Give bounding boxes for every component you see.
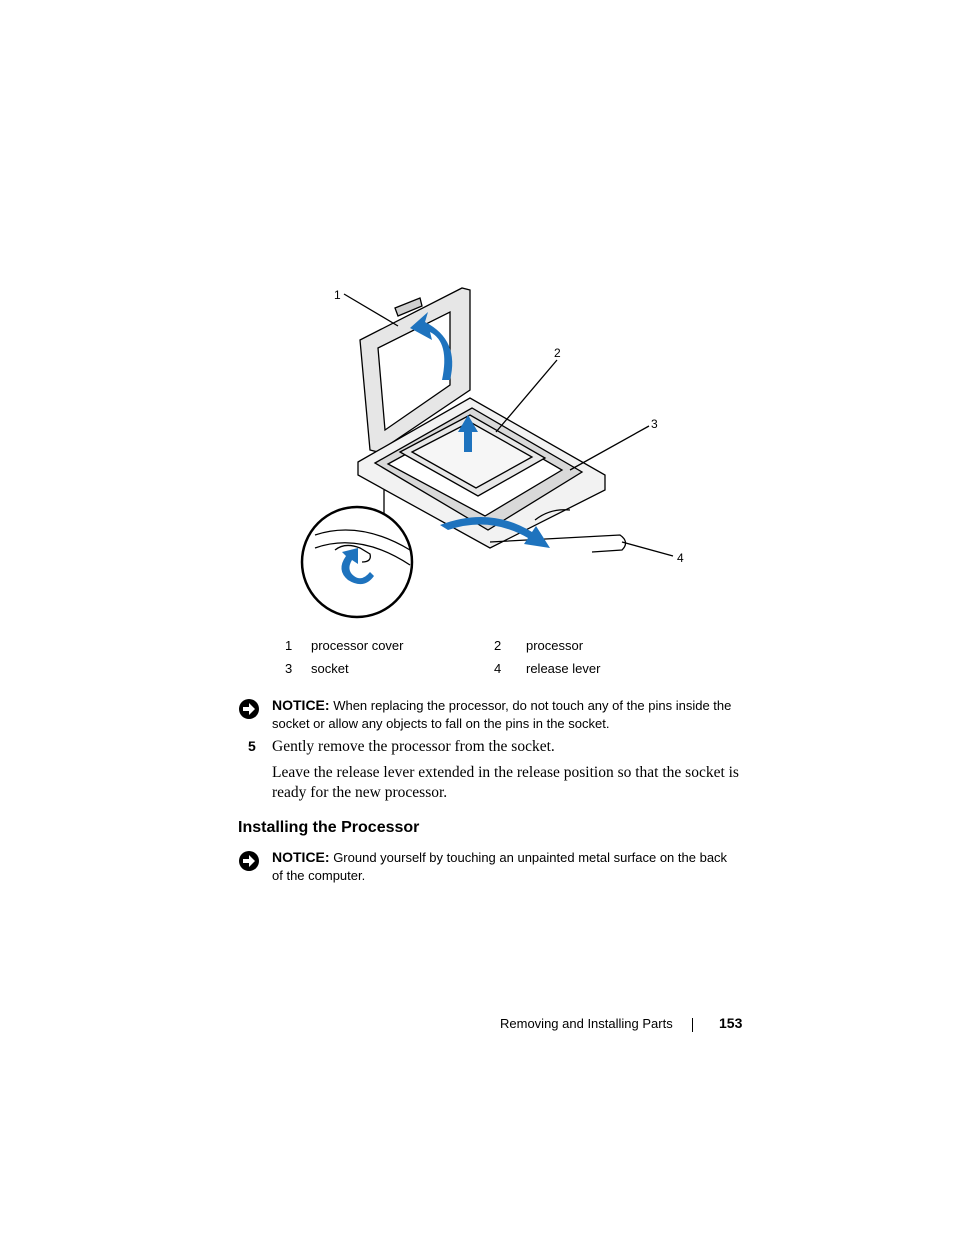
notice-text [272, 697, 738, 732]
legend-label: processor [526, 638, 584, 653]
legend-row [280, 661, 740, 684]
notice-text [272, 849, 738, 884]
callout-2: 2 [554, 346, 561, 360]
step-text: Gently remove the processor from the socket. [272, 738, 555, 755]
processor-socket-figure [300, 280, 700, 625]
section-heading: Installing the Processor [238, 819, 420, 836]
step-number: 5 [248, 738, 256, 754]
footer-divider [692, 1018, 693, 1032]
legend-label: release lever [526, 661, 601, 676]
legend-row [280, 638, 740, 661]
page-number: 153 [719, 1015, 743, 1031]
legend-label: processor cover [311, 638, 404, 653]
legend-number: 2 [494, 638, 502, 653]
legend-label: socket [311, 661, 349, 676]
step-paragraph: Leave the release lever extended in the release position so that the socket is ready for the new processor. [272, 764, 739, 801]
notice-label: NOTICE: [272, 849, 330, 865]
notice-body: When replacing the processor, do not touch any of the pins inside the socket or allow any objects to fall on the pins in the socket. [272, 698, 732, 731]
legend-number: 1 [285, 638, 293, 653]
footer-section-title: Removing and Installing Parts [500, 1016, 673, 1031]
legend-number: 4 [494, 661, 502, 676]
callout-1: 1 [334, 288, 341, 302]
legend-number: 3 [285, 661, 293, 676]
callout-3: 3 [651, 417, 658, 431]
notice-body: Ground yourself by touching an unpainted metal surface on the back of the computer. [272, 850, 728, 883]
notice-arrow-icon [238, 698, 260, 720]
notice-block [238, 849, 738, 884]
socket-illustration [300, 280, 700, 625]
notice-arrow-icon [238, 850, 260, 872]
notice-label: NOTICE: [272, 697, 330, 713]
notice-block [238, 697, 738, 732]
callout-4: 4 [677, 551, 684, 565]
figure-legend [280, 638, 740, 684]
